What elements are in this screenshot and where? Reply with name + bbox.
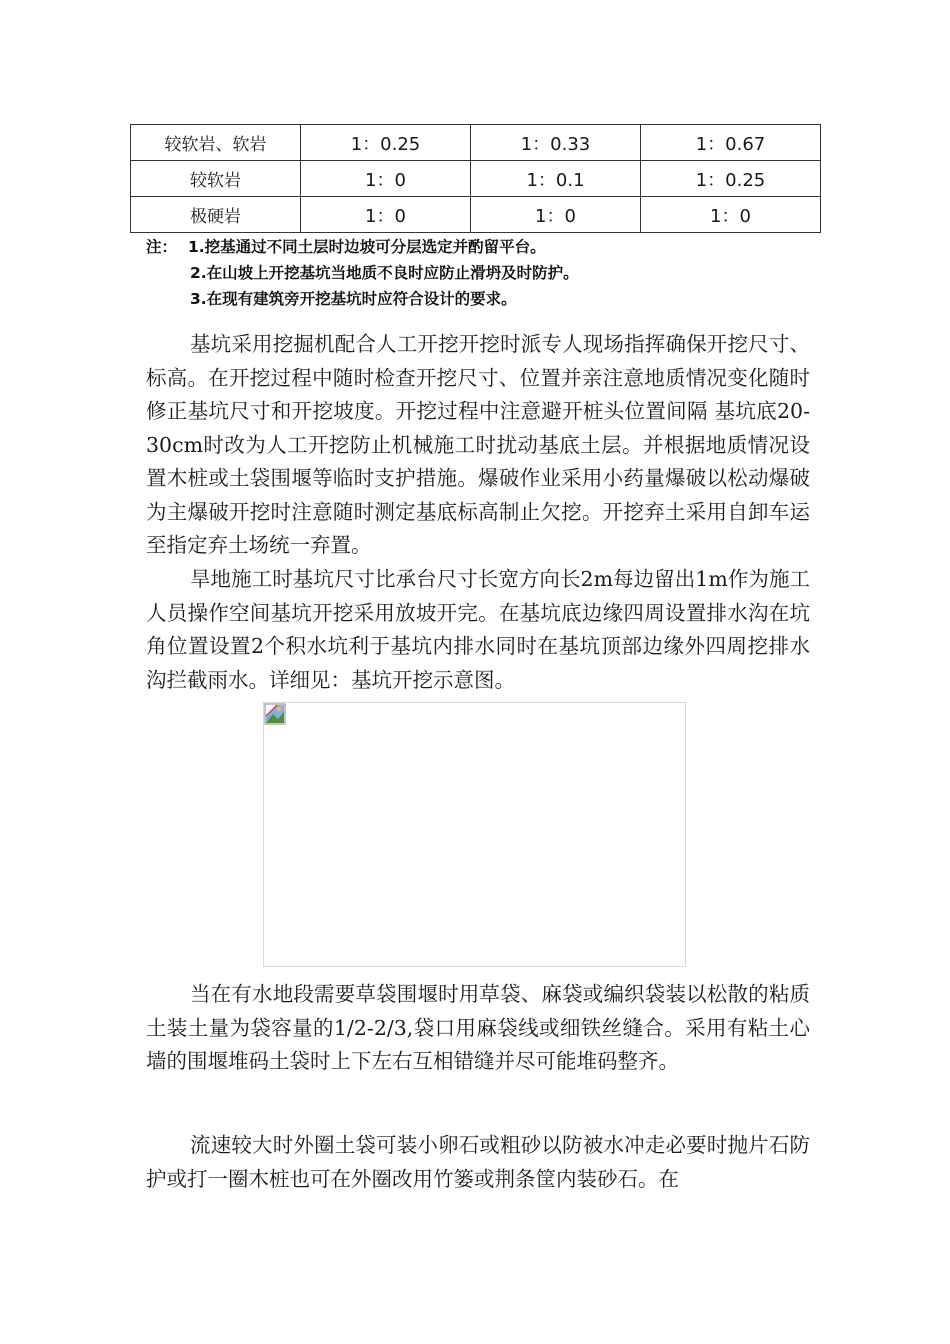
ratio-cell: 1：0 <box>301 161 471 197</box>
ratio-cell: 1：0.67 <box>641 125 821 161</box>
rock-type-cell: 较软岩 <box>131 161 301 197</box>
slope-ratio-table <box>130 124 821 233</box>
note-item <box>146 234 579 260</box>
ratio-cell: 1：0 <box>301 197 471 233</box>
rock-type-cell: 较软岩、软岩 <box>131 125 301 161</box>
body-paragraph: 基坑采用挖掘机配合人工开挖开挖时派专人现场指挥确保开挖尺寸、标高。在开挖过程中随时检查开挖尺寸、位置并亲注意地质情况变化随时修正基坑尺寸和开挖坡度。开挖过程中注意避开桩头位置间隔 基坑底20-30cm时改为人工开挖防止机械施工时扰动基底土层。并根据地质情况设置木桩或土袋围堰等临时支护措施。爆破作业采用小药量爆破以松动爆破为主爆破开挖时注意随时测定基底标高制止欠挖。开挖弃土采用自卸车运至指定弃土场统一弃置。 <box>146 332 810 557</box>
body-paragraph: 旱地施工时基坑尺寸比承台尺寸长宽方向长2m每边留出1m作为施工人员操作空间基坑开挖采用放坡开完。在基坑底边缘四周设置排水沟在坑角位置设置2个积水坑利于基坑内排水同时在基坑顶部边缘外四周挖排水沟拦截雨水。详细见：基坑开挖示意图。 <box>146 567 810 692</box>
ratio-cell: 1：0.33 <box>471 125 641 161</box>
note-item <box>146 260 579 286</box>
table-notes <box>146 234 579 312</box>
ratio-cell: 1：0.25 <box>641 161 821 197</box>
note-item <box>146 286 579 312</box>
table-row <box>131 125 821 161</box>
ratio-cell: 1：0 <box>471 197 641 233</box>
body-paragraph: 当在有水地段需要草袋围堰时用草袋、麻袋或编织袋装以松散的粘质土装土量为袋容量的1/2-2/3,袋口用麻袋线或细铁丝缝合。采用有粘土心墙的围堰堆码土袋时上下左右互相错缝并尽可能堆码整齐。 <box>146 982 810 1073</box>
note-text: 3.在现有建筑旁开挖基坑时应符合设计的要求。 <box>190 290 517 308</box>
note-text: 1.挖基通过不同土层时边坡可分层选定并酌留平台。 <box>188 238 546 256</box>
excavation-diagram-placeholder <box>263 702 686 967</box>
ratio-cell: 1：0.25 <box>301 125 471 161</box>
rock-type-cell: 极硬岩 <box>131 197 301 233</box>
ratio-cell: 1：0.1 <box>471 161 641 197</box>
body-paragraph: 流速较大时外圈土袋可装小卵石或粗砂以防被水冲走必要时抛片石防护或打一圈木桩也可在外圈改用竹篓或荆条筐内装砂石。在 <box>146 1133 810 1191</box>
note-label: 注： <box>146 238 178 256</box>
table-row <box>131 161 821 197</box>
broken-image-icon <box>264 703 286 725</box>
ratio-cell: 1：0 <box>641 197 821 233</box>
table-row <box>131 197 821 233</box>
note-text: 2.在山坡上开挖基坑当地质不良时应防止滑坍及时防护。 <box>190 264 579 282</box>
